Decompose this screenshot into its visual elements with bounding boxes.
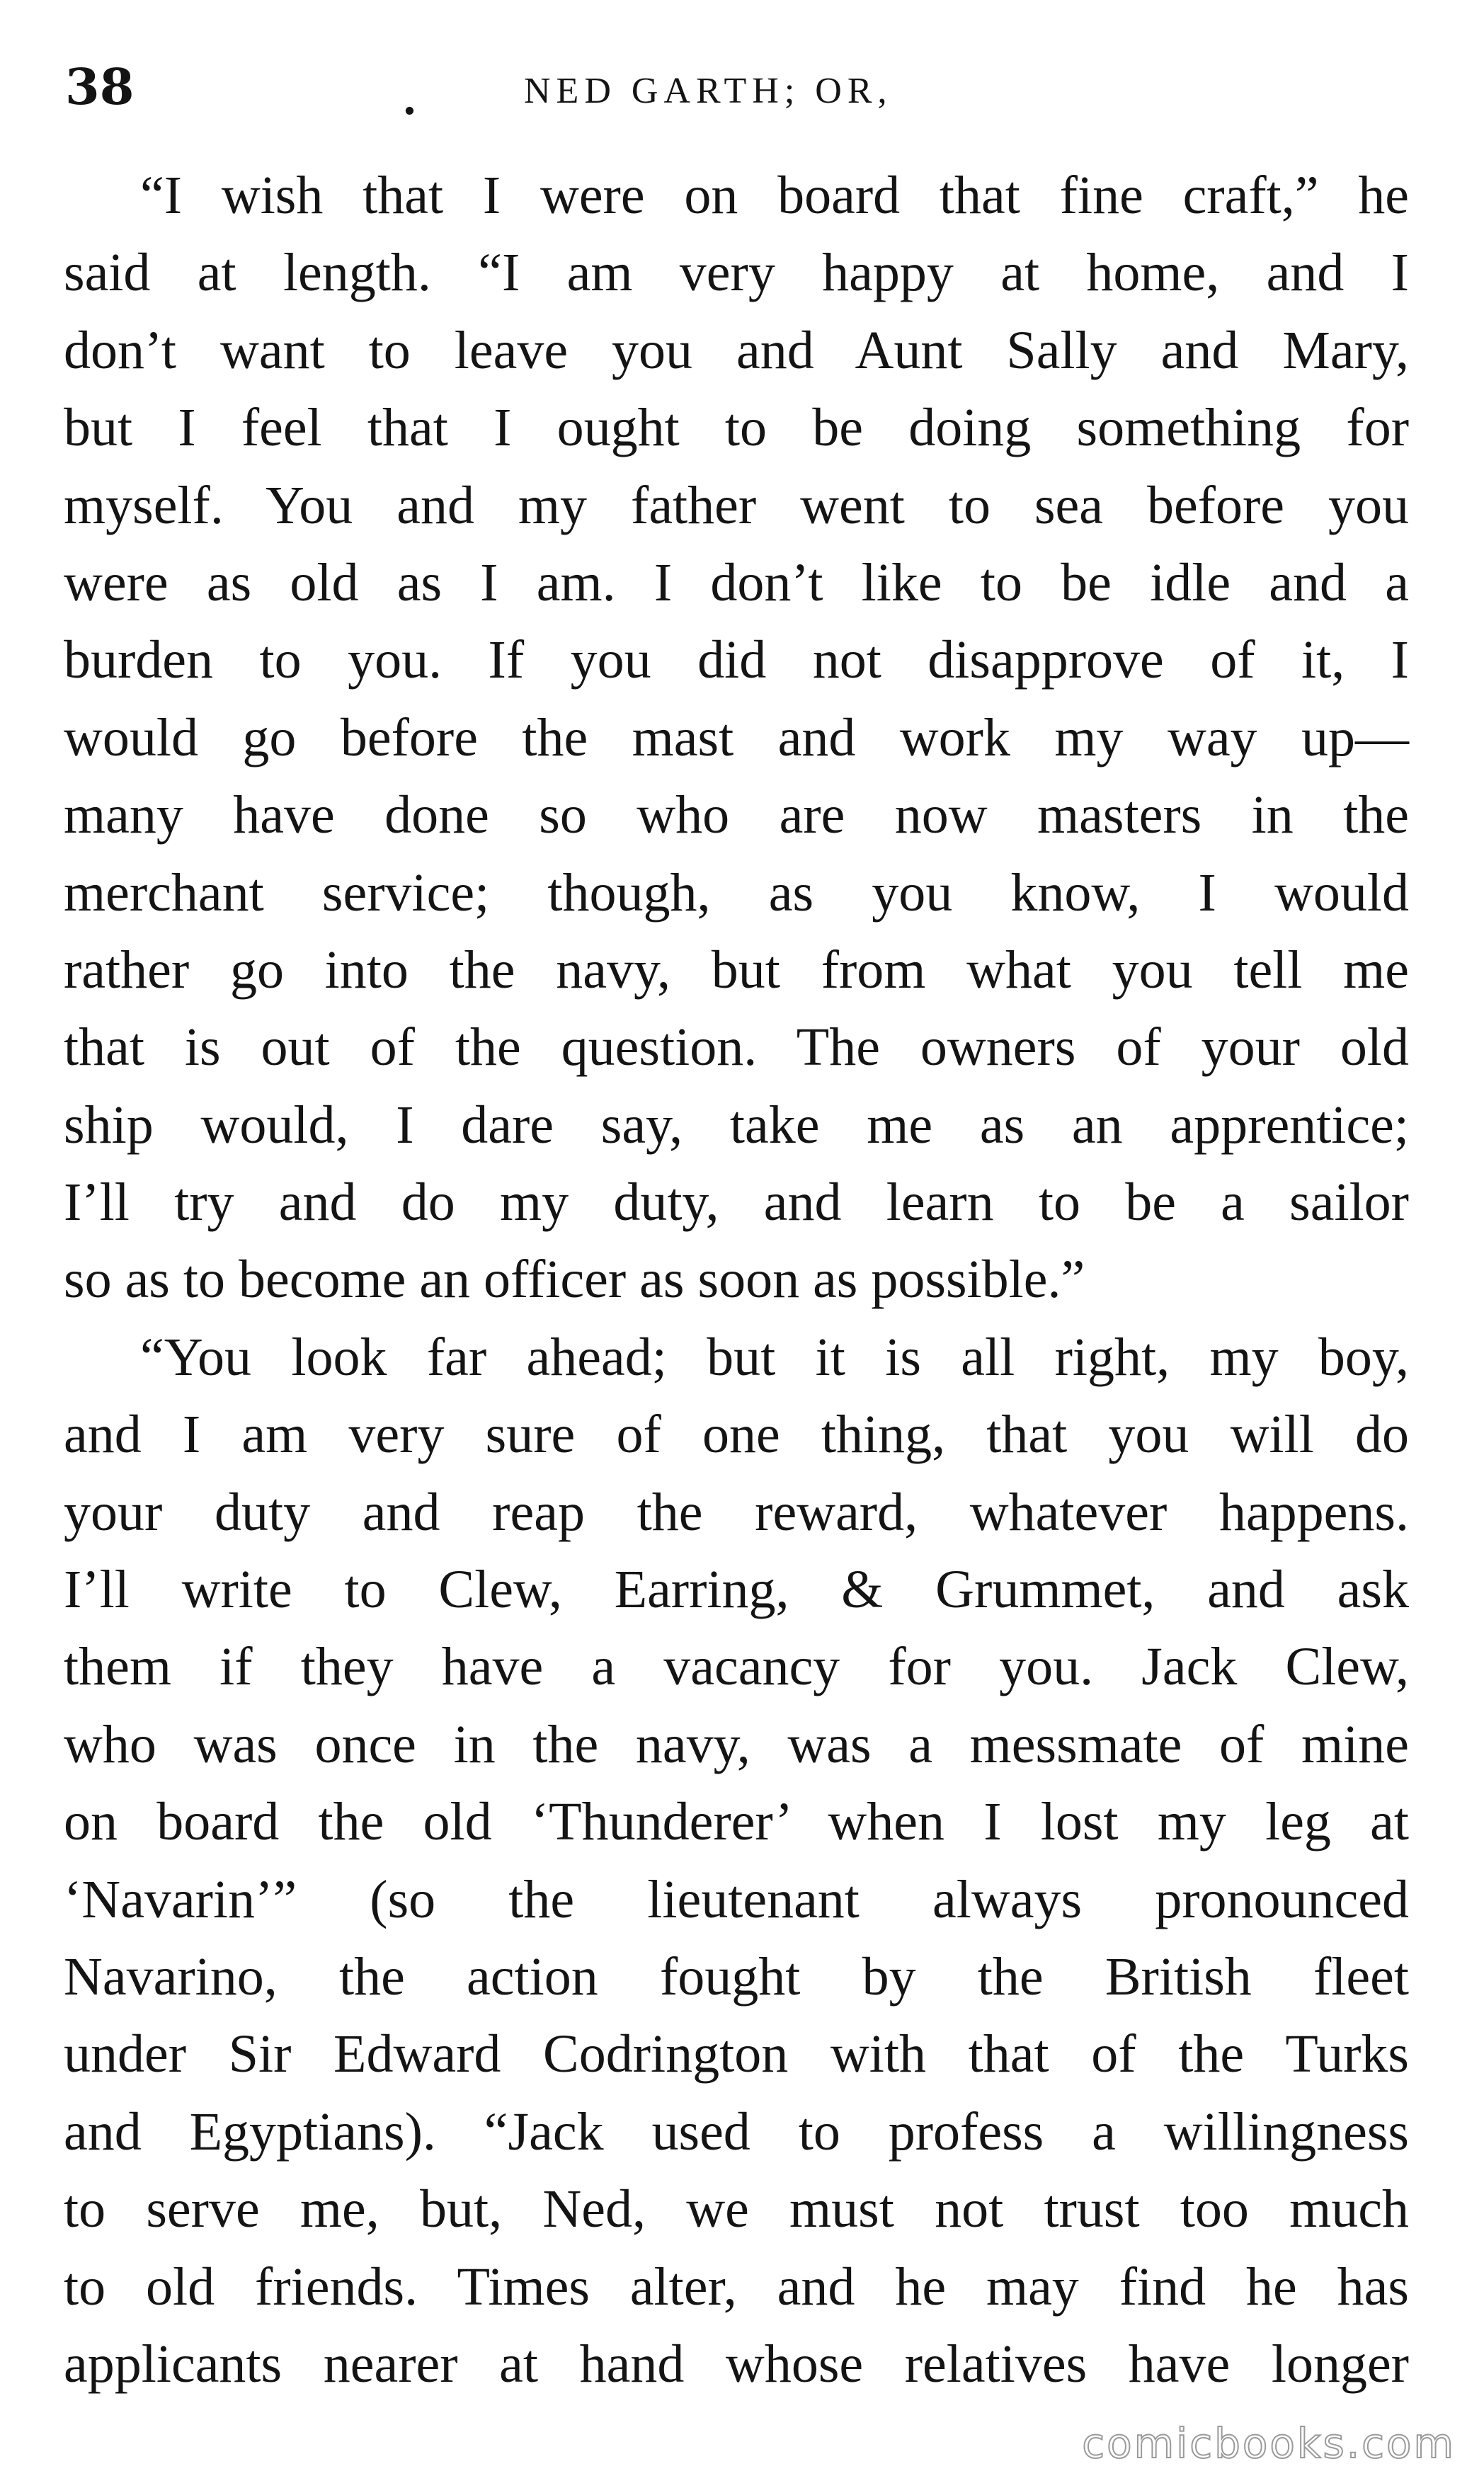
text-line: myself. You and my father went to sea before you [64,475,1409,535]
text-line: under Sir Edward Codrington with that of the Turks [64,2024,1409,2084]
text-line: “You look far ahead; but it is all right, my boy, [140,1327,1409,1387]
text-line: were as old as I am. I don’t like to be idle and a [64,552,1409,612]
text-line: merchant service; though, as you know, I would [64,862,1409,923]
text-line: “I wish that I were on board that fine craft,” he [140,166,1409,225]
text-line: burden to you. If you did not disapprove of it, I [64,630,1409,690]
text-line: to serve me, but, Ned, we must not trust too much [64,2179,1409,2239]
text-line: so as to become an officer as soon as possible.” [64,1250,1085,1310]
text-line: applicants nearer at hand whose relatives have longer [64,2334,1409,2394]
text-line: said at length. “I am very happy at home, and I [64,243,1409,303]
text-line: would go before the mast and work my way up— [64,707,1409,767]
text-line: many have done so who are now masters in the [64,785,1409,845]
text-line: I’ll write to Clew, Earring, & Grummet, and ask [64,1560,1409,1620]
text-line: them if they have a vacancy for you. Jack Clew, [64,1637,1409,1697]
text-line: Navarino, the action fought by the British fleet [64,1946,1409,2007]
text-line: that is out of the question. The owners of your old [64,1017,1409,1078]
text-line: and I am very sure of one thing, that you will do [64,1405,1409,1465]
page-header [0,55,1484,125]
text-line: who was once in the navy, was a messmate of mine [64,1714,1409,1774]
text-line: your duty and reap the reward, whatever happens. [64,1482,1409,1542]
text-line: I’ll try and do my duty, and learn to be a sailor [64,1172,1409,1233]
text-line: don’t want to leave you and Aunt Sally and Mary, [64,320,1409,380]
text-line: ship would, I dare say, take me as an apprentice; [64,1095,1409,1155]
running-title: NED GARTH; OR, [524,71,893,111]
text-line: rather go into the navy, but from what you tell me [64,940,1409,1000]
watermark-logo: comicbooks.com [1082,2419,1456,2467]
body-text [64,157,1409,2403]
text-line: but I feel that I ought to be doing something for [64,398,1409,458]
text-line: to old friends. Times alter, and he may find he has [64,2256,1409,2317]
header-dot: . [402,75,417,125]
text-line: ‘Navarin’” (so the lieutenant always pronounced [64,1869,1409,1929]
text-line: and Egyptians). “Jack used to profess a willingness [64,2101,1409,2162]
page-number: 38 [65,57,135,116]
text-line: on board the old ‘Thunderer’ when I lost my leg at [64,1792,1409,1852]
